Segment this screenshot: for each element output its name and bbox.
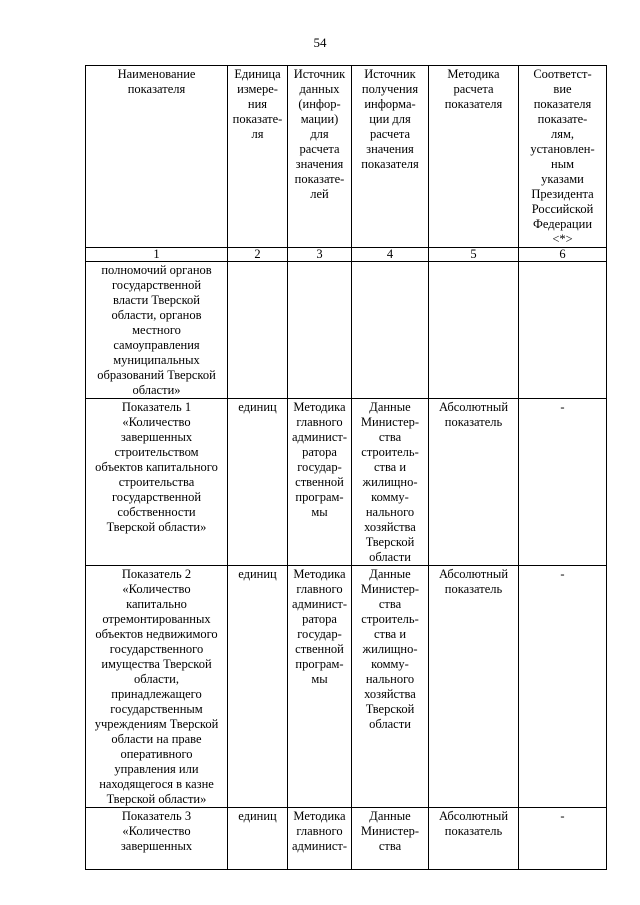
- column-number: 4: [352, 248, 429, 262]
- compliance-cell: -: [519, 808, 607, 870]
- info-source-cell: [352, 262, 429, 399]
- page-number: 54: [313, 35, 327, 50]
- indicator-name-cell: Показатель 3 «Количество завершенных: [86, 808, 228, 870]
- table-row: [86, 808, 607, 870]
- column-number: 5: [429, 248, 519, 262]
- info-source-cell: Данные Министер- ства: [352, 808, 429, 870]
- unit-cell: единиц: [228, 399, 288, 566]
- table-header-row: [86, 66, 607, 248]
- compliance-cell: [519, 262, 607, 399]
- indicators-table: [85, 65, 607, 870]
- method-cell: [429, 262, 519, 399]
- indicator-name-cell: Показатель 1 «Количество завершенных строительством объектов капитального строительства государственной собственности Тверской области»: [86, 399, 228, 566]
- column-number: 2: [228, 248, 288, 262]
- column-number: 6: [519, 248, 607, 262]
- data-source-cell: Методика главного админист- ратора государ- ственной програм- мы: [288, 566, 352, 808]
- header-info-source: Источник получения информа- ции для расчета значения показателя: [352, 66, 429, 248]
- method-cell: Абсолютный показатель: [429, 399, 519, 566]
- compliance-cell: -: [519, 566, 607, 808]
- header-indicator-name: Наименование показателя: [86, 66, 228, 248]
- unit-cell: [228, 262, 288, 399]
- table-row: [86, 566, 607, 808]
- method-cell: Абсолютный показатель: [429, 566, 519, 808]
- indicator-name-cell: полномочий органов государственной власти Тверской области, органов местного самоуправления муниципальных образований Тверской области»: [86, 262, 228, 399]
- header-data-source: Источник данных (инфор- мации) для расчета значения показате- лей: [288, 66, 352, 248]
- column-number: 1: [86, 248, 228, 262]
- unit-cell: единиц: [228, 808, 288, 870]
- table-row: [86, 399, 607, 566]
- data-source-cell: Методика главного админист-: [288, 808, 352, 870]
- column-number-row: [86, 248, 607, 262]
- table-row: [86, 262, 607, 399]
- indicator-name-cell: Показатель 2 «Количество капитально отремонтированных объектов недвижимого государственного имущества Тверской области, принадлежащего государственным учреждениям Тверской области на праве оперативного управления или находящегося в казне Тверской области»: [86, 566, 228, 808]
- method-cell: Абсолютный показатель: [429, 808, 519, 870]
- header-unit: Единица измере- ния показате- ля: [228, 66, 288, 248]
- info-source-cell: Данные Министер- ства строитель- ства и жилищно- комму- нального хозяйства Тверской области: [352, 566, 429, 808]
- header-method: Методика расчета показателя: [429, 66, 519, 248]
- info-source-cell: Данные Министер- ства строитель- ства и жилищно- комму- нального хозяйства Тверской области: [352, 399, 429, 566]
- data-source-cell: Методика главного админист- ратора государ- ственной програм- мы: [288, 399, 352, 566]
- unit-cell: единиц: [228, 566, 288, 808]
- compliance-cell: -: [519, 399, 607, 566]
- data-source-cell: [288, 262, 352, 399]
- header-compliance: Соответст- вие показателя показате- лям, установлен- ным указами Президента Российской Федерации <*>: [519, 66, 607, 248]
- column-number: 3: [288, 248, 352, 262]
